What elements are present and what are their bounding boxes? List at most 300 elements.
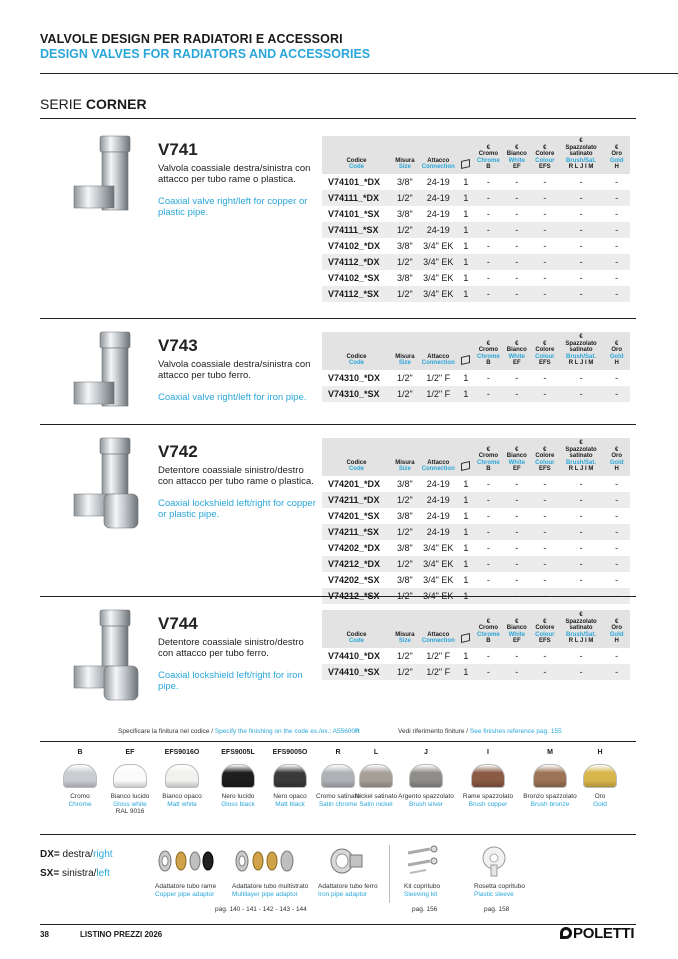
table-cell: - [486, 272, 490, 283]
iron-adaptor-image [318, 845, 378, 879]
table-row [322, 492, 630, 508]
table-cell: - [579, 176, 583, 187]
accessory-sleeving-kit [404, 845, 448, 898]
table-cell: 1/2" [397, 558, 413, 569]
multilayer-adaptor-label-it: Adattatore tubo multistrato [232, 883, 309, 890]
finish-label-it: Nero lucido [221, 793, 255, 800]
table-cell: - [543, 272, 547, 283]
table-cell: - [543, 240, 547, 251]
finish-label-en: Chrome [68, 800, 92, 808]
table-cell: 1 [463, 192, 469, 203]
iron-adaptor-label-it: Adattatore tubo ferro [318, 883, 378, 890]
col-header-finish-0: € Cromo Chrome B [477, 618, 500, 644]
finish-cap-swatch [63, 764, 97, 788]
col-header-finish-3: € Spazzolato satinato Brush/Sat. R L J I M [565, 440, 597, 472]
col-header-code: Codice Code [346, 631, 367, 644]
finish-label-en: Matt white [167, 800, 197, 808]
finish-ref-en: See finishes reference pag. 155 [469, 728, 562, 735]
finish-label-it: Rame spazzolato [462, 793, 514, 800]
finish-code: L [373, 749, 379, 756]
section-divider [40, 318, 636, 319]
col-header-finish-1: € Bianco White EF [506, 618, 527, 644]
price-list-title: LISTINO PREZZI 2026 [80, 930, 163, 939]
table-cell: - [615, 526, 619, 537]
table-cell: 3/8" [397, 240, 413, 251]
table-cell: - [486, 558, 490, 569]
table-cell: - [543, 478, 547, 489]
sleeving-kit-label-en: Sleeving kit [404, 890, 438, 898]
table-cell: 24-19 [426, 192, 450, 203]
col-header-finish-4: € Oro Gold H [609, 618, 624, 644]
table-cell: - [486, 176, 490, 187]
table-cell: - [486, 574, 490, 585]
serie-title [40, 96, 147, 112]
table-cell: 1 [463, 650, 469, 661]
table-cell: - [515, 494, 519, 505]
table-cell: - [579, 494, 583, 505]
finish-reference-note [398, 728, 562, 735]
accessory-separator [389, 845, 390, 903]
table-cell: - [515, 666, 519, 677]
table-cell: - [543, 558, 547, 569]
table-cell: - [615, 208, 619, 219]
table-cell: - [579, 388, 583, 399]
package-box-icon [461, 355, 470, 365]
col-header-finish-2: € Colore Colour EFS [535, 446, 555, 472]
table-cell: - [579, 650, 583, 661]
table-cell: 24-19 [426, 176, 450, 187]
col-header-finish-4: € Oro Gold H [609, 446, 624, 472]
article-code: V74101_*SX [328, 208, 380, 219]
col-header-finish-2: € Colore Colour EFS [535, 144, 555, 170]
table-cell: - [486, 478, 490, 489]
table-cell: - [615, 272, 619, 283]
article-code: V74202_*SX [328, 574, 380, 585]
table-cell: 1 [463, 208, 469, 219]
finish-label-en: Matt black [275, 800, 305, 808]
table-cell: 24-19 [426, 510, 450, 521]
finish-efs9016o [152, 749, 212, 808]
header-title-en: DESIGN VALVES FOR RADIATORS AND ACCESSORIES [40, 47, 371, 61]
finish-cap-swatch [221, 764, 255, 788]
dx-en: right [93, 849, 113, 860]
sx-it: sinistra/ [59, 868, 97, 879]
article-code: V74101_*DX [328, 176, 381, 187]
plastic-sleeve-label-en: Plastic sleeve [474, 890, 514, 898]
price-table [322, 332, 630, 402]
table-cell: 3/8" [397, 542, 413, 553]
product-description-it: Detentore coassiale sinistro/destro con attacco per tubo rame o plastica. [158, 465, 314, 487]
serie-prefix: SERIE [40, 96, 83, 112]
finish-code: EFS9016O [164, 749, 200, 756]
article-code: V74212_*DX [328, 558, 381, 569]
finish-label-extra: RAL 9016 [115, 808, 145, 815]
table-cell: - [579, 256, 583, 267]
table-cell: - [543, 388, 547, 399]
table-cell: - [515, 542, 519, 553]
price-table-header [322, 438, 630, 476]
table-cell: - [486, 224, 490, 235]
finish-label-en: Gold [593, 800, 607, 808]
table-cell: - [515, 372, 519, 383]
col-header-connection: Attacco Connection [421, 459, 455, 472]
article-code: V74102_*DX [328, 240, 381, 251]
col-header-finish-3: € Spazzolato satinato Brush/Sat. R L J I M [565, 138, 597, 170]
table-cell: - [579, 224, 583, 235]
header-title-it: VALVOLE DESIGN PER RADIATORI E ACCESSORI [40, 32, 343, 46]
dx-it: destra/ [59, 849, 94, 860]
table-cell: - [543, 542, 547, 553]
table-cell: - [615, 666, 619, 677]
serie-name: CORNER [85, 96, 147, 112]
col-header-finish-3: € Spazzolato satinato Brush/Sat. R L J I M [565, 334, 597, 366]
col-header-package [458, 610, 474, 648]
table-cell: - [615, 558, 619, 569]
finish-cap-swatch [409, 764, 443, 788]
finish-label-en: Brush bronze [530, 800, 570, 808]
table-cell: - [486, 372, 490, 383]
col-header-finish-0: € Cromo Chrome B [477, 340, 500, 366]
table-row [322, 524, 630, 540]
finish-code: I [487, 749, 489, 756]
table-cell: 1/2" F [426, 650, 451, 661]
table-row [322, 174, 630, 190]
sleeving-kit-image [404, 845, 448, 879]
table-row [322, 664, 630, 680]
table-cell: 3/8" [397, 272, 413, 283]
table-cell: 1/2" [397, 192, 413, 203]
table-cell: - [579, 478, 583, 489]
accessory-plastic-sleeve [474, 845, 525, 898]
copper-adaptor-label-it: Adattatore tubo rame [155, 883, 217, 890]
table-row [322, 648, 630, 664]
col-header-size: Misura Size [395, 631, 415, 644]
table-cell: - [615, 574, 619, 585]
table-cell: - [579, 558, 583, 569]
table-cell: - [579, 192, 583, 203]
finish-h [570, 749, 630, 808]
table-cell: - [543, 256, 547, 267]
finish-label-it: Oro [594, 793, 606, 800]
finish-swatches [40, 749, 636, 829]
table-cell: 1 [463, 176, 469, 187]
table-cell: - [543, 224, 547, 235]
table-cell: 3/8" [397, 510, 413, 521]
table-cell: 3/4" EK [423, 256, 454, 267]
finish-code: J [424, 749, 428, 756]
table-row [322, 238, 630, 254]
table-cell: - [579, 208, 583, 219]
table-cell: - [486, 288, 490, 299]
table-cell: 24-19 [426, 494, 450, 505]
table-cell: - [515, 176, 519, 187]
finish-label-en: Satin nickel [359, 800, 393, 808]
table-cell: - [515, 288, 519, 299]
table-row [322, 190, 630, 206]
table-cell: - [579, 240, 583, 251]
col-header-finish-1: € Bianco White EF [506, 144, 527, 170]
table-cell: - [543, 574, 547, 585]
table-cell: 1/2" [397, 388, 413, 399]
table-cell: - [515, 240, 519, 251]
finish-efs9005l [208, 749, 268, 808]
finish-label-it: Cromo satinato [315, 793, 361, 800]
table-cell: 24-19 [426, 224, 450, 235]
finish-cap-swatch [583, 764, 617, 788]
finish-cap-swatch [273, 764, 307, 788]
finish-code: EFS9005O [272, 749, 308, 756]
price-table [322, 136, 630, 302]
product-description-en: Coaxial valve right/left for copper or plastic pipe. [158, 196, 308, 218]
sx-en: left [96, 868, 110, 879]
finish-code: M [547, 749, 553, 756]
finish-cap-swatch [359, 764, 393, 788]
table-cell: - [579, 666, 583, 677]
table-cell: - [515, 574, 519, 585]
article-code: V74310_*SX [328, 388, 380, 399]
sleeving-kit-label-it: Kit copritubo [404, 883, 441, 890]
table-cell: - [486, 240, 490, 251]
table-cell: 1 [463, 224, 469, 235]
table-cell: - [515, 224, 519, 235]
table-cell: - [615, 510, 619, 521]
table-cell: 1/2" [397, 650, 413, 661]
plastic-sleeve-label-it: Rosetta copritubo [474, 883, 525, 890]
table-cell: - [615, 256, 619, 267]
article-code: V74111_*SX [328, 224, 379, 235]
table-cell: 1 [463, 666, 469, 677]
table-cell: - [579, 510, 583, 521]
table-cell: - [486, 542, 490, 553]
page-number: 38 [40, 930, 49, 939]
table-cell: 1 [463, 542, 469, 553]
article-code: V74202_*DX [328, 542, 381, 553]
table-cell: 1 [463, 574, 469, 585]
section-divider [40, 596, 636, 597]
table-cell: 3/8" [397, 574, 413, 585]
finish-label-it: Bianco lucido [110, 793, 150, 800]
brand-logo [560, 925, 634, 942]
table-cell: - [543, 494, 547, 505]
multilayer-adaptor-image [232, 845, 308, 879]
sleeving-page-ref[interactable]: pag. 156 [412, 906, 438, 913]
finish-label-en: Gloss black [221, 800, 255, 808]
table-cell: 1 [463, 494, 469, 505]
finish-cap-swatch [113, 764, 147, 788]
table-cell: - [615, 650, 619, 661]
col-header-package [458, 438, 474, 476]
table-cell: - [615, 240, 619, 251]
table-cell: 1/2" [397, 666, 413, 677]
table-row [322, 254, 630, 270]
article-code: V74201_*SX [328, 510, 380, 521]
product-description-en: Coaxial lockshield left/right for iron pipe. [158, 670, 303, 692]
table-cell: 1 [463, 558, 469, 569]
table-cell: 1 [463, 272, 469, 283]
table-cell: 1/2" [397, 224, 413, 235]
price-table [322, 610, 630, 680]
table-cell: 24-19 [426, 526, 450, 537]
table-cell: - [615, 478, 619, 489]
accessory-multilayer-adaptor [232, 845, 308, 898]
table-cell: 3/8" [397, 176, 413, 187]
col-header-finish-1: € Bianco White EF [506, 446, 527, 472]
product-section-v741 [40, 130, 636, 310]
table-row [322, 370, 630, 386]
finish-label-it: Bianco opaco [162, 793, 202, 800]
finish-cap-swatch [533, 764, 567, 788]
article-code: V74102_*SX [328, 272, 380, 283]
finish-code: EF [125, 749, 135, 756]
brand-name: POLETTI [573, 925, 635, 942]
dx-label: DX= [40, 849, 60, 860]
table-cell: - [515, 272, 519, 283]
finish-cap-swatch [165, 764, 199, 788]
table-cell: - [486, 494, 490, 505]
table-cell: - [515, 478, 519, 489]
product-image [62, 432, 152, 542]
col-header-finish-0: € Cromo Chrome B [477, 144, 500, 170]
col-header-connection: Attacco Connection [421, 157, 455, 170]
col-header-finish-1: € Bianco White EF [506, 340, 527, 366]
table-cell: - [515, 526, 519, 537]
table-cell: 1/2" F [426, 666, 451, 677]
table-cell: 1 [463, 240, 469, 251]
finish-label-en: Satin chrome [318, 800, 358, 808]
sx-label: SX= [40, 868, 60, 879]
table-cell: - [486, 192, 490, 203]
iron-adaptor-label-en: Iron pipe adaptor [318, 890, 368, 898]
finish-specify-note [118, 728, 360, 735]
table-cell: - [515, 558, 519, 569]
table-cell: 1/2" [397, 526, 413, 537]
finish-label-it: Cromo [70, 793, 90, 800]
finish-label-en: Brush copper [468, 800, 508, 808]
table-cell: 1 [463, 526, 469, 537]
table-cell: - [486, 526, 490, 537]
col-header-connection: Attacco Connection [421, 631, 455, 644]
table-cell: 1 [463, 372, 469, 383]
table-row [322, 508, 630, 524]
table-cell: - [543, 650, 547, 661]
finish-label-en: Brush silver [409, 800, 443, 808]
table-cell: - [579, 574, 583, 585]
table-cell: 1/2" [397, 372, 413, 383]
accessory-iron-adaptor [318, 845, 378, 898]
table-cell: 3/4" EK [423, 272, 454, 283]
poletti-logo-icon [560, 927, 572, 939]
table-cell: - [486, 666, 490, 677]
price-table-header [322, 610, 630, 648]
table-cell: - [543, 666, 547, 677]
table-cell: 3/4" EK [423, 574, 454, 585]
footer-divider [40, 924, 636, 925]
col-header-finish-0: € Cromo Chrome B [477, 446, 500, 472]
product-description-it: Detentore coassiale sinistro/destro con attacco per tubo ferro. [158, 637, 304, 659]
rosetta-page-ref[interactable]: pag. 158 [484, 906, 510, 913]
table-row [322, 572, 630, 588]
table-cell: 1 [463, 256, 469, 267]
table-row [322, 270, 630, 286]
table-cell: - [615, 494, 619, 505]
accessory-copper-adaptor [155, 845, 217, 898]
table-cell: - [615, 372, 619, 383]
table-cell: - [579, 272, 583, 283]
product-code-title: V742 [158, 442, 198, 461]
finish-code: H [597, 749, 603, 756]
table-cell: - [486, 256, 490, 267]
table-row [322, 286, 630, 302]
copper-adaptor-label-en: Copper pipe adaptor [155, 890, 215, 898]
table-cell: - [486, 510, 490, 521]
col-header-finish-3: € Spazzolato satinato Brush/Sat. R L J I M [565, 612, 597, 644]
product-image [62, 326, 152, 436]
table-row [322, 386, 630, 402]
col-header-size: Misura Size [395, 353, 415, 366]
table-cell: - [579, 542, 583, 553]
table-cell: 1/2" F [426, 372, 451, 383]
col-header-finish-2: € Colore Colour EFS [535, 340, 555, 366]
col-header-package [458, 136, 474, 174]
package-box-icon [461, 159, 470, 169]
col-header-finish-2: € Colore Colour EFS [535, 618, 555, 644]
table-cell: - [543, 372, 547, 383]
table-cell: - [543, 288, 547, 299]
col-header-finish-4: € Oro Gold H [609, 340, 624, 366]
finish-bottom-divider [40, 834, 636, 835]
col-header-connection: Attacco Connection [421, 353, 455, 366]
product-section-v742 [40, 432, 636, 612]
product-description-en: Coaxial valve right/left for iron pipe. [158, 392, 307, 403]
table-cell: - [515, 388, 519, 399]
finish-note-en: Specify the finishing on the code es./ex.: A55600 [214, 728, 356, 735]
adaptors-page-ref[interactable]: pag. 140 - 141 - 142 - 143 - 144 [215, 906, 307, 913]
product-code-title: V741 [158, 140, 198, 159]
product-image [62, 604, 152, 714]
plastic-sleeve-image [474, 845, 525, 879]
sx-legend [40, 868, 110, 879]
table-cell: - [615, 192, 619, 203]
col-header-package [458, 332, 474, 370]
table-cell: - [579, 526, 583, 537]
price-table [322, 438, 630, 604]
serie-divider [40, 118, 636, 119]
table-cell: - [486, 208, 490, 219]
table-cell: - [543, 192, 547, 203]
table-cell: - [615, 224, 619, 235]
table-cell: 1 [463, 478, 469, 489]
table-row [322, 556, 630, 572]
table-cell: 3/8" [397, 208, 413, 219]
table-cell: 3/4" EK [423, 240, 454, 251]
table-cell: 24-19 [426, 478, 450, 489]
article-code: V74111_*DX [328, 192, 380, 203]
article-code: V74112_*SX [328, 288, 380, 299]
table-row [322, 222, 630, 238]
table-cell: - [615, 288, 619, 299]
product-description-en: Coaxial lockshield left/right for copper or plastic pipe. [158, 498, 316, 520]
table-cell: - [515, 208, 519, 219]
table-row [322, 206, 630, 222]
col-header-finish-4: € Oro Gold H [609, 144, 624, 170]
col-header-code: Codice Code [346, 459, 367, 472]
table-cell: - [579, 288, 583, 299]
finish-ef [100, 749, 160, 816]
finish-code: EFS9005L [221, 749, 255, 756]
page-header [40, 32, 370, 61]
product-description-it: Valvola coassiale destra/sinistra con attacco per tubo ferro. [158, 359, 311, 381]
header-divider [40, 73, 678, 74]
